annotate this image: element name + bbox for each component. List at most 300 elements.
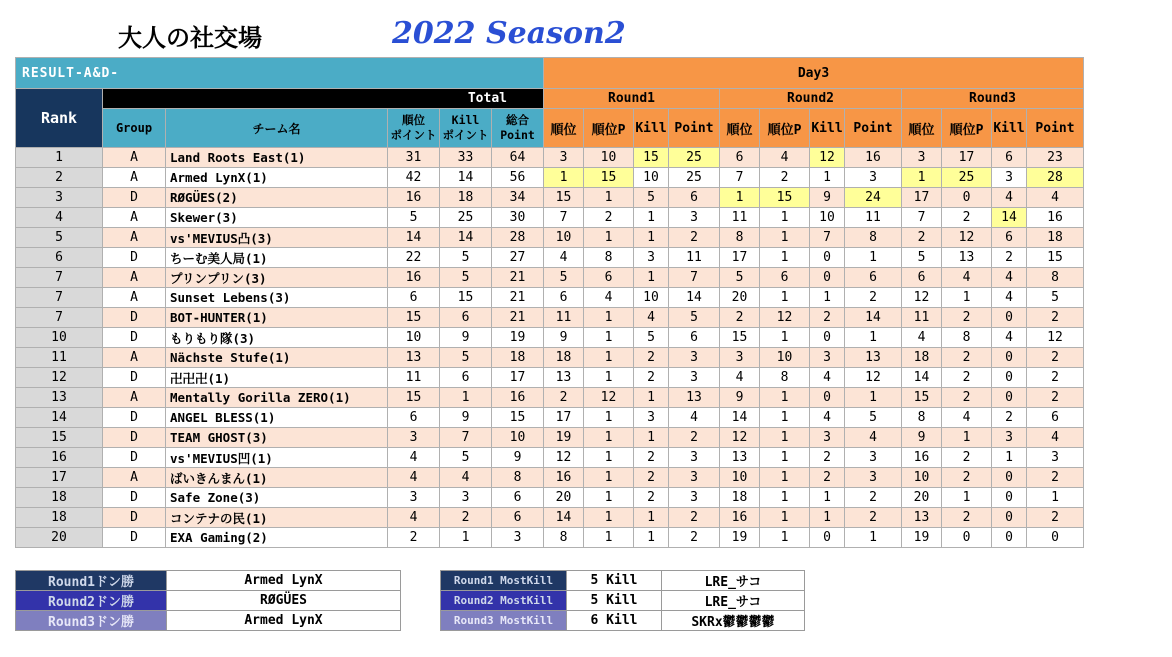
round1-cell: 2 [634,488,669,508]
group-cell: D [103,508,166,528]
total-cell: 21 [492,308,544,328]
group-cell: D [103,368,166,388]
round2-kills-header: Kill [810,109,845,148]
round2-cell: 2 [810,308,845,328]
group-cell: A [103,228,166,248]
table-row [16,168,1084,188]
round1-cell: 1 [634,228,669,248]
total-cell: 21 [492,268,544,288]
group-cell: D [103,328,166,348]
round1-cell: 5 [669,308,720,328]
total-cell: 9 [492,448,544,468]
rank-cell: 11 [16,348,103,368]
round3-cell: 13 [902,508,942,528]
round3-cell: 13 [942,248,992,268]
round1-header: Round1 [544,89,720,109]
round1-cell: 13 [669,388,720,408]
round2-cell: 17 [720,248,760,268]
round3-cell: 6 [992,148,1027,168]
page-title: 大人の社交場 [118,24,262,52]
table-row [16,408,1084,428]
round2-cell: 4 [845,428,902,448]
round1-cell: 2 [634,368,669,388]
winner-row [16,571,401,591]
total-cell: 3 [492,528,544,548]
round2-cell: 1 [760,528,810,548]
mostkill-count: 5 Kill [567,591,662,611]
total-cell: 5 [388,208,440,228]
round2-cell: 1 [760,288,810,308]
group-cell: D [103,188,166,208]
total-cell: 1 [440,528,492,548]
total-cell: 13 [388,348,440,368]
total-cell: 28 [492,228,544,248]
group-cell: A [103,288,166,308]
round3-cell: 2 [1027,368,1084,388]
total-cell: 5 [440,248,492,268]
round1-cell: 3 [669,448,720,468]
round2-cell: 0 [810,388,845,408]
round2-cell: 16 [720,508,760,528]
total-cell: 2 [440,508,492,528]
round2-cell: 1 [810,168,845,188]
round2-cell: 12 [845,368,902,388]
round1-cell: 1 [634,528,669,548]
round1-cell: 2 [669,428,720,448]
total-cell: 9 [440,328,492,348]
round1-cell: 6 [669,328,720,348]
round3-cell: 2 [942,388,992,408]
group-cell: D [103,448,166,468]
total-cell: 19 [492,328,544,348]
round3-points-header: Point [1027,109,1084,148]
round2-cell: 18 [720,488,760,508]
total-cell: 6 [388,288,440,308]
winner-label: Round2ドン勝 [16,591,167,611]
round2-cell: 4 [720,368,760,388]
round1-cell: 3 [669,488,720,508]
group-cell: D [103,488,166,508]
round1-cell: 1 [584,448,634,468]
round2-cell: 16 [845,148,902,168]
total-cell: 15 [388,308,440,328]
table-row [16,208,1084,228]
round1-cell: 5 [634,188,669,208]
round2-cell: 5 [845,408,902,428]
total-cell: 16 [388,268,440,288]
total-kill-points-header: Kill ポイント [440,109,492,148]
round2-cell: 4 [810,368,845,388]
round3-place-points-header: 順位P [942,109,992,148]
round2-cell: 1 [810,488,845,508]
mostkill-player: LRE_サコ [662,571,805,591]
round3-cell: 16 [1027,208,1084,228]
round3-cell: 0 [992,368,1027,388]
round2-cell: 1 [720,188,760,208]
round2-cell: 7 [810,228,845,248]
round3-cell: 1 [902,168,942,188]
rank-cell: 6 [16,248,103,268]
total-cell: 15 [440,288,492,308]
round2-cell: 6 [845,268,902,288]
total-cell: 5 [440,268,492,288]
total-overall-points-header: 総合 Point [492,109,544,148]
round3-cell: 3 [992,168,1027,188]
total-cell: 18 [440,188,492,208]
round3-cell: 2 [942,508,992,528]
team-name-cell: ばいきんまん(1) [166,468,388,488]
round1-cell: 2 [634,348,669,368]
total-cell: 30 [492,208,544,228]
round3-kills-header: Kill [992,109,1027,148]
round1-place-points-header: 順位P [584,109,634,148]
round1-cell: 6 [669,188,720,208]
round1-cell: 1 [584,528,634,548]
round2-cell: 3 [720,348,760,368]
round2-cell: 1 [760,388,810,408]
round2-cell: 13 [845,348,902,368]
round1-cell: 15 [544,188,584,208]
round2-cell: 2 [810,448,845,468]
mostkill-table [440,570,805,631]
winner-row [16,591,401,611]
team-name-cell: Armed LynX(1) [166,168,388,188]
round2-cell: 14 [720,408,760,428]
rank-cell: 12 [16,368,103,388]
result-label: RESULT-A&D- [16,58,544,89]
round3-cell: 0 [1027,528,1084,548]
round3-cell: 12 [942,228,992,248]
round3-cell: 0 [992,388,1027,408]
mostkill-row [441,591,805,611]
round2-cell: 9 [720,388,760,408]
mostkill-row [441,571,805,591]
round2-cell: 0 [810,248,845,268]
table-row [16,368,1084,388]
rank-cell: 16 [16,448,103,468]
total-cell: 9 [440,408,492,428]
total-cell: 17 [492,368,544,388]
round3-cell: 2 [1027,388,1084,408]
round3-cell: 2 [942,308,992,328]
round1-cell: 2 [634,468,669,488]
total-cell: 21 [492,288,544,308]
round3-cell: 2 [992,248,1027,268]
round1-cell: 1 [584,308,634,328]
round1-cell: 1 [584,188,634,208]
table-row [16,448,1084,468]
round3-cell: 2 [1027,308,1084,328]
round2-cell: 1 [760,408,810,428]
round2-cell: 5 [720,268,760,288]
total-cell: 15 [388,388,440,408]
rank-cell: 2 [16,168,103,188]
round3-cell: 9 [902,428,942,448]
round3-cell: 4 [902,328,942,348]
rank-cell: 18 [16,508,103,528]
round1-place-header: 順位 [544,109,584,148]
team-name-cell: RØGÜES(2) [166,188,388,208]
round1-cell: 3 [669,348,720,368]
round3-cell: 12 [1027,328,1084,348]
rank-header: Rank [16,89,103,148]
round2-cell: 8 [845,228,902,248]
round1-cell: 1 [634,428,669,448]
round3-cell: 1 [992,448,1027,468]
winner-team: Armed LynX [167,571,401,591]
total-cell: 6 [388,408,440,428]
round2-cell: 1 [760,488,810,508]
round3-cell: 0 [992,528,1027,548]
total-cell: 64 [492,148,544,168]
round1-cell: 1 [544,168,584,188]
round1-cell: 3 [634,408,669,428]
total-cell: 8 [492,468,544,488]
round3-cell: 2 [942,348,992,368]
round2-cell: 10 [720,468,760,488]
rank-cell: 5 [16,228,103,248]
total-cell: 11 [388,368,440,388]
round2-cell: 2 [845,288,902,308]
round3-cell: 2 [1027,348,1084,368]
round3-cell: 10 [902,468,942,488]
mostkill-count: 6 Kill [567,611,662,631]
round1-cell: 2 [544,388,584,408]
team-name-cell: Sunset Lebens(3) [166,288,388,308]
round3-cell: 15 [1027,248,1084,268]
round1-cell: 3 [669,468,720,488]
round3-cell: 18 [1027,228,1084,248]
team-name-cell: Skewer(3) [166,208,388,228]
mostkill-row [441,611,805,631]
round1-cell: 1 [634,388,669,408]
round3-cell: 2 [942,208,992,228]
round3-cell: 6 [902,268,942,288]
round3-cell: 17 [942,148,992,168]
round2-cell: 1 [760,468,810,488]
round1-cell: 3 [544,148,584,168]
round2-cell: 1 [845,528,902,548]
round1-cell: 1 [584,228,634,248]
round3-cell: 4 [992,328,1027,348]
round1-cell: 1 [584,348,634,368]
group-cell: D [103,248,166,268]
group-cell: D [103,428,166,448]
team-name-cell: もりもり隊(3) [166,328,388,348]
round1-cell: 3 [634,248,669,268]
total-cell: 4 [388,468,440,488]
round2-cell: 3 [845,448,902,468]
total-cell: 25 [440,208,492,228]
round2-cell: 3 [810,428,845,448]
team-name-cell: Land Roots East(1) [166,148,388,168]
group-cell: A [103,168,166,188]
team-name-cell: TEAM GHOST(3) [166,428,388,448]
round1-cell: 1 [584,488,634,508]
round2-cell: 0 [810,528,845,548]
round3-cell: 23 [1027,148,1084,168]
round2-cell: 2 [845,508,902,528]
round1-cell: 6 [544,288,584,308]
rank-cell: 7 [16,268,103,288]
round3-header: Round3 [902,89,1084,109]
round1-cell: 2 [669,228,720,248]
total-cell: 16 [492,388,544,408]
total-cell: 15 [492,408,544,428]
group-cell: A [103,388,166,408]
total-cell: 10 [492,428,544,448]
round1-cell: 14 [544,508,584,528]
round1-cell: 1 [584,508,634,528]
team-name-cell: BOT-HUNTER(1) [166,308,388,328]
total-rank-points-header: 順位 ポイント [388,109,440,148]
round1-points-header: Point [669,109,720,148]
round1-cell: 4 [584,288,634,308]
round2-cell: 8 [760,368,810,388]
results-table [15,57,1084,548]
round2-cell: 11 [845,208,902,228]
round2-cell: 10 [760,348,810,368]
round2-cell: 1 [760,328,810,348]
round3-cell: 14 [902,368,942,388]
round2-cell: 14 [845,308,902,328]
table-row [16,188,1084,208]
round3-cell: 4 [942,268,992,288]
round1-cell: 10 [544,228,584,248]
group-cell: D [103,528,166,548]
table-row [16,228,1084,248]
team-name-cell: Mentally Gorilla ZERO(1) [166,388,388,408]
round2-place-header: 順位 [720,109,760,148]
mostkill-player: LRE_サコ [662,591,805,611]
team-name-cell: ANGEL BLESS(1) [166,408,388,428]
round2-cell: 2 [810,468,845,488]
total-cell: 22 [388,248,440,268]
round2-cell: 11 [720,208,760,228]
round2-cell: 3 [845,468,902,488]
day-label: Day3 [544,58,1084,89]
group-cell: A [103,268,166,288]
round1-cell: 25 [669,168,720,188]
round3-cell: 14 [992,208,1027,228]
mostkill-label: Round1 MostKill [441,571,567,591]
round1-cell: 15 [584,168,634,188]
table-row [16,268,1084,288]
round1-cell: 1 [584,468,634,488]
table-row [16,248,1084,268]
group-cell: A [103,468,166,488]
round1-cell: 1 [634,208,669,228]
table-row [16,488,1084,508]
total-cell: 3 [388,488,440,508]
table-row [16,468,1084,488]
round3-cell: 2 [992,408,1027,428]
round1-cell: 2 [634,448,669,468]
round1-cell: 7 [669,268,720,288]
round3-cell: 6 [992,228,1027,248]
team-name-cell: Safe Zone(3) [166,488,388,508]
total-cell: 27 [492,248,544,268]
round2-cell: 0 [810,328,845,348]
round1-cell: 3 [669,368,720,388]
table-row [16,528,1084,548]
table-row [16,308,1084,328]
total-cell: 2 [388,528,440,548]
total-cell: 4 [440,468,492,488]
round3-cell: 7 [902,208,942,228]
winner-team: RØGÜES [167,591,401,611]
round3-cell: 0 [992,468,1027,488]
round3-cell: 17 [902,188,942,208]
round3-cell: 5 [1027,288,1084,308]
round2-place-points-header: 順位P [760,109,810,148]
group-cell: A [103,348,166,368]
total-cell: 5 [440,448,492,468]
round3-cell: 3 [902,148,942,168]
round1-cell: 8 [544,528,584,548]
round1-cell: 2 [669,508,720,528]
round3-cell: 25 [942,168,992,188]
round1-cell: 2 [584,208,634,228]
round2-cell: 1 [760,508,810,528]
total-cell: 3 [388,428,440,448]
round1-cell: 1 [634,268,669,288]
team-name-cell: 卍卍卍(1) [166,368,388,388]
rank-cell: 7 [16,308,103,328]
round1-cell: 8 [584,248,634,268]
round3-cell: 19 [902,528,942,548]
round3-cell: 0 [992,508,1027,528]
round1-cell: 1 [584,408,634,428]
total-cell: 14 [440,228,492,248]
round3-cell: 8 [902,408,942,428]
winner-label: Round3ドン勝 [16,611,167,631]
round2-cell: 13 [720,448,760,468]
total-cell: 4 [388,508,440,528]
round3-cell: 12 [902,288,942,308]
round2-cell: 1 [760,448,810,468]
rank-cell: 7 [16,288,103,308]
round2-cell: 10 [810,208,845,228]
group-header: Group [103,109,166,148]
round1-cell: 25 [669,148,720,168]
round3-cell: 1 [1027,488,1084,508]
season-title: 2022 Season2 [392,16,626,51]
round2-cell: 1 [760,248,810,268]
round1-cell: 4 [669,408,720,428]
round1-cell: 4 [544,248,584,268]
round3-cell: 18 [902,348,942,368]
round2-cell: 1 [810,508,845,528]
round1-cell: 17 [544,408,584,428]
round1-cell: 12 [584,388,634,408]
round2-cell: 4 [810,408,845,428]
round2-cell: 1 [810,288,845,308]
round3-cell: 0 [992,308,1027,328]
round3-cell: 28 [1027,168,1084,188]
team-name-cell: ちーむ美人局(1) [166,248,388,268]
round3-cell: 3 [1027,448,1084,468]
round1-cell: 11 [669,248,720,268]
round2-cell: 15 [760,188,810,208]
round1-cell: 1 [584,428,634,448]
table-row [16,328,1084,348]
round1-cell: 20 [544,488,584,508]
round1-cell: 1 [584,328,634,348]
team-name-cell: vs'MEVIUS凸(3) [166,228,388,248]
round1-cell: 19 [544,428,584,448]
round1-cell: 18 [544,348,584,368]
